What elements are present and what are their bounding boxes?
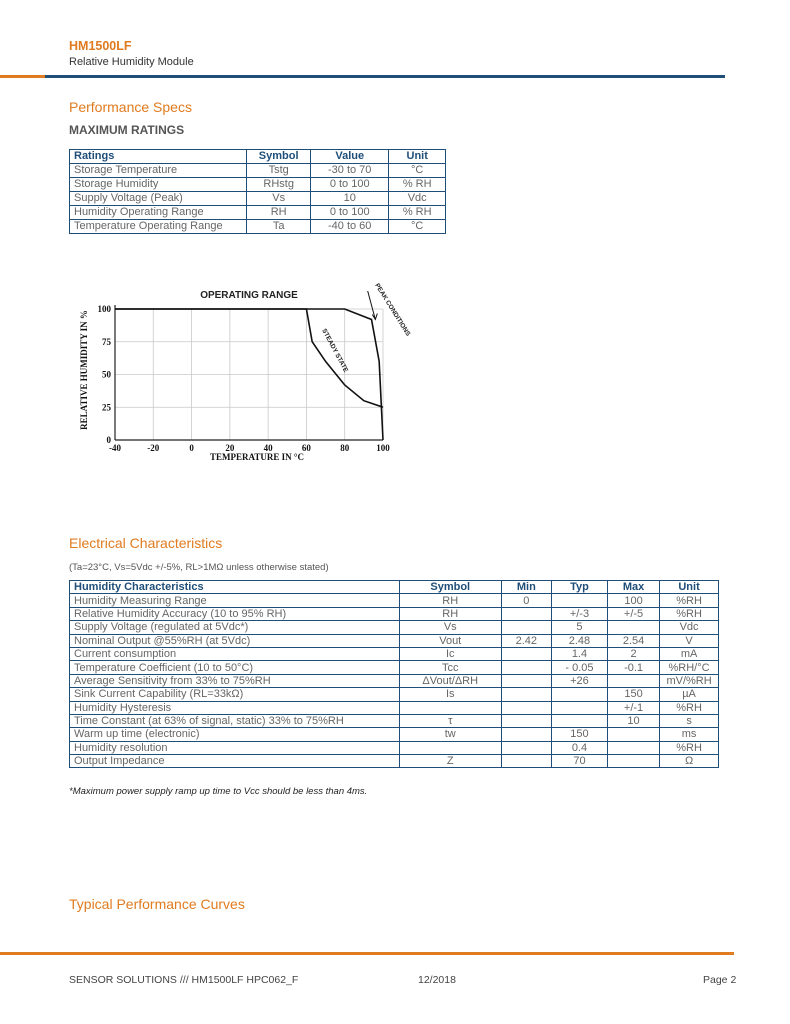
x-tick-label: 60	[301, 443, 311, 453]
table-cell	[399, 701, 501, 714]
y-tick-label: 100	[97, 304, 111, 314]
table-cell	[607, 755, 659, 768]
table-row	[70, 594, 719, 607]
table-cell: Humidity Hysteresis	[70, 701, 400, 714]
table-cell: Current consumption	[70, 647, 400, 660]
table-cell: Ic	[399, 647, 501, 660]
table-cell: Relative Humidity Accuracy (10 to 95% RH)	[70, 607, 400, 620]
table-cell: 1.4	[551, 647, 607, 660]
table-cell: 10	[311, 192, 389, 206]
table-cell	[501, 661, 551, 674]
table-cell	[501, 688, 551, 701]
table-cell: tw	[399, 728, 501, 741]
table-cell: Vdc	[660, 621, 719, 634]
table-cell	[501, 755, 551, 768]
table-cell: 0.4	[551, 741, 607, 754]
table-cell: +26	[551, 674, 607, 687]
table-cell: RH	[399, 607, 501, 620]
x-tick-label: 80	[340, 443, 350, 453]
table-cell: Vdc	[389, 192, 446, 206]
table-cell: +/-3	[551, 607, 607, 620]
table-row	[70, 688, 719, 701]
table-cell: Output Impedance	[70, 755, 400, 768]
table-cell: 150	[607, 688, 659, 701]
table-cell: -30 to 70	[311, 164, 389, 178]
table-cell: V	[660, 634, 719, 647]
table-cell: Time Constant (at 63% of signal, static) 33% to 75%RH	[70, 714, 400, 727]
table-cell: ms	[660, 728, 719, 741]
table-cell: Temperature Operating Range	[70, 220, 247, 234]
table-cell: °C	[389, 220, 446, 234]
table-cell: +/-1	[607, 701, 659, 714]
table-cell: 0 to 100	[311, 178, 389, 192]
y-tick-label: 50	[102, 369, 111, 380]
x-tick-label: 40	[263, 443, 273, 453]
typical-performance-curves-heading: Typical Performance Curves	[69, 896, 245, 912]
annotation-arrow	[368, 291, 376, 319]
table-cell: Ω	[660, 755, 719, 768]
document-subtitle: Relative Humidity Module	[69, 56, 194, 68]
table-cell: Supply Voltage (Peak)	[70, 192, 247, 206]
table-row	[70, 714, 719, 727]
table-cell: RH	[399, 594, 501, 607]
performance-specs-heading: Performance Specs	[69, 99, 192, 115]
chart-y-axis-label: RELATIVE HUMIDITY IN %	[79, 310, 89, 430]
table-row	[70, 741, 719, 754]
table-cell	[551, 714, 607, 727]
table-cell: 2.48	[551, 634, 607, 647]
table-cell: RHstg	[247, 178, 311, 192]
table-cell: Vs	[399, 621, 501, 634]
table-cell	[607, 728, 659, 741]
table-row	[70, 164, 446, 178]
table-cell	[501, 714, 551, 727]
table-cell: %RH	[660, 741, 719, 754]
table-row	[70, 661, 719, 674]
column-header: Unit	[660, 581, 719, 594]
chart-title: OPERATING RANGE	[200, 290, 298, 301]
table-cell	[399, 741, 501, 754]
table-row	[70, 621, 719, 634]
table-cell: Supply Voltage (regulated at 5Vdc*)	[70, 621, 400, 634]
table-cell: Average Sensitivity from 33% to 75%RH	[70, 674, 400, 687]
footer-rule	[0, 952, 734, 955]
maximum-ratings-table	[69, 149, 446, 234]
table-row	[70, 192, 446, 206]
table-cell: 10	[607, 714, 659, 727]
x-tick-label: -20	[147, 443, 160, 453]
annotation-peak-conditions: PEAK CONDITIONS	[373, 282, 412, 338]
table-cell: Temperature Coefficient (10 to 50°C)	[70, 661, 400, 674]
table-cell: Humidity Operating Range	[70, 206, 247, 220]
table-row	[70, 755, 719, 768]
table-cell: -0.1	[607, 661, 659, 674]
table-row	[70, 728, 719, 741]
electrical-characteristics-table	[69, 580, 719, 768]
table-cell	[607, 741, 659, 754]
column-header: Symbol	[247, 150, 311, 164]
column-header: Ratings	[70, 150, 247, 164]
table-cell: Vout	[399, 634, 501, 647]
table-cell	[501, 701, 551, 714]
table-cell: °C	[389, 164, 446, 178]
table-cell: % RH	[389, 206, 446, 220]
table-row	[70, 178, 446, 192]
table-cell: mA	[660, 647, 719, 660]
page-number: Page 2	[703, 974, 737, 986]
header-rule-accent	[0, 75, 45, 78]
table-cell: 100	[607, 594, 659, 607]
table-cell: mV/%RH	[660, 674, 719, 687]
table-cell	[607, 674, 659, 687]
table-cell: % RH	[389, 178, 446, 192]
column-header: Symbol	[399, 581, 501, 594]
annotation-steady-state: STEADY STATE	[320, 327, 350, 374]
y-tick-label: 0	[106, 435, 111, 445]
table-cell: 150	[551, 728, 607, 741]
table-cell: %RH	[660, 701, 719, 714]
electrical-characteristics-heading: Electrical Characteristics	[69, 535, 223, 551]
x-tick-label: -40	[109, 443, 121, 453]
column-header: Value	[311, 150, 389, 164]
table-cell: 0 to 100	[311, 206, 389, 220]
footnote: *Maximum power supply ramp up time to Vcc should be less than 4ms.	[69, 786, 368, 797]
table-row	[70, 607, 719, 620]
table-cell: Humidity Measuring Range	[70, 594, 400, 607]
table-cell: Sink Current Capability (RL=33kΩ)	[70, 688, 400, 701]
table-cell: µA	[660, 688, 719, 701]
table-cell: %RH	[660, 607, 719, 620]
table-row	[70, 674, 719, 687]
table-cell	[551, 594, 607, 607]
x-tick-label: 0	[189, 443, 194, 453]
table-cell	[501, 647, 551, 660]
table-row	[70, 634, 719, 647]
x-tick-label: 20	[225, 443, 235, 453]
table-row	[70, 220, 446, 234]
table-cell: Warm up time (electronic)	[70, 728, 400, 741]
table-cell: Ta	[247, 220, 311, 234]
table-cell: Is	[399, 688, 501, 701]
table-cell: 0	[501, 594, 551, 607]
table-cell: - 0.05	[551, 661, 607, 674]
table-cell: +/-5	[607, 607, 659, 620]
table-cell	[501, 741, 551, 754]
table-cell: Vs	[247, 192, 311, 206]
document-title: HM1500LF	[69, 39, 132, 53]
table-cell: s	[660, 714, 719, 727]
table-cell: %RH/°C	[660, 661, 719, 674]
column-header: Max	[607, 581, 659, 594]
table-cell: Tstg	[247, 164, 311, 178]
table-cell	[551, 701, 607, 714]
chart-x-axis-label: TEMPERATURE IN °C	[210, 452, 304, 462]
table-cell	[501, 621, 551, 634]
table-cell: 2	[607, 647, 659, 660]
operating-range-chart	[75, 275, 420, 470]
table-header-row	[70, 581, 719, 594]
table-row	[70, 701, 719, 714]
table-cell: Humidity resolution	[70, 741, 400, 754]
header-rule	[45, 75, 725, 78]
table-cell: Z	[399, 755, 501, 768]
column-header: Min	[501, 581, 551, 594]
table-cell: Storage Humidity	[70, 178, 247, 192]
table-cell: 5	[551, 621, 607, 634]
table-cell	[501, 674, 551, 687]
table-cell: Storage Temperature	[70, 164, 247, 178]
table-cell: RH	[247, 206, 311, 220]
column-header: Typ	[551, 581, 607, 594]
footer-date: 12/2018	[418, 974, 456, 986]
table-row	[70, 206, 446, 220]
table-row	[70, 647, 719, 660]
test-conditions: (Ta=23°C, Vs=5Vdc +/-5%, RL>1MΩ unless otherwise stated)	[69, 562, 329, 573]
table-cell	[551, 688, 607, 701]
maximum-ratings-heading: MAXIMUM RATINGS	[69, 123, 185, 137]
table-cell: Nominal Output @55%RH (at 5Vdc)	[70, 634, 400, 647]
footer-document-id: SENSOR SOLUTIONS /// HM1500LF HPC062_F	[69, 974, 299, 986]
table-cell	[501, 728, 551, 741]
table-cell: ΔVout/ΔRH	[399, 674, 501, 687]
y-tick-label: 75	[102, 336, 111, 347]
x-tick-label: 100	[376, 443, 390, 453]
table-cell: %RH	[660, 594, 719, 607]
table-cell	[607, 621, 659, 634]
y-tick-label: 25	[102, 402, 111, 413]
column-header: Humidity Characteristics	[70, 581, 400, 594]
table-cell: 2.42	[501, 634, 551, 647]
column-header: Unit	[389, 150, 446, 164]
table-cell	[501, 607, 551, 620]
table-cell: 2.54	[607, 634, 659, 647]
table-cell: Tcc	[399, 661, 501, 674]
table-cell: 70	[551, 755, 607, 768]
table-cell: -40 to 60	[311, 220, 389, 234]
table-cell: τ	[399, 714, 501, 727]
table-header-row	[70, 150, 446, 164]
